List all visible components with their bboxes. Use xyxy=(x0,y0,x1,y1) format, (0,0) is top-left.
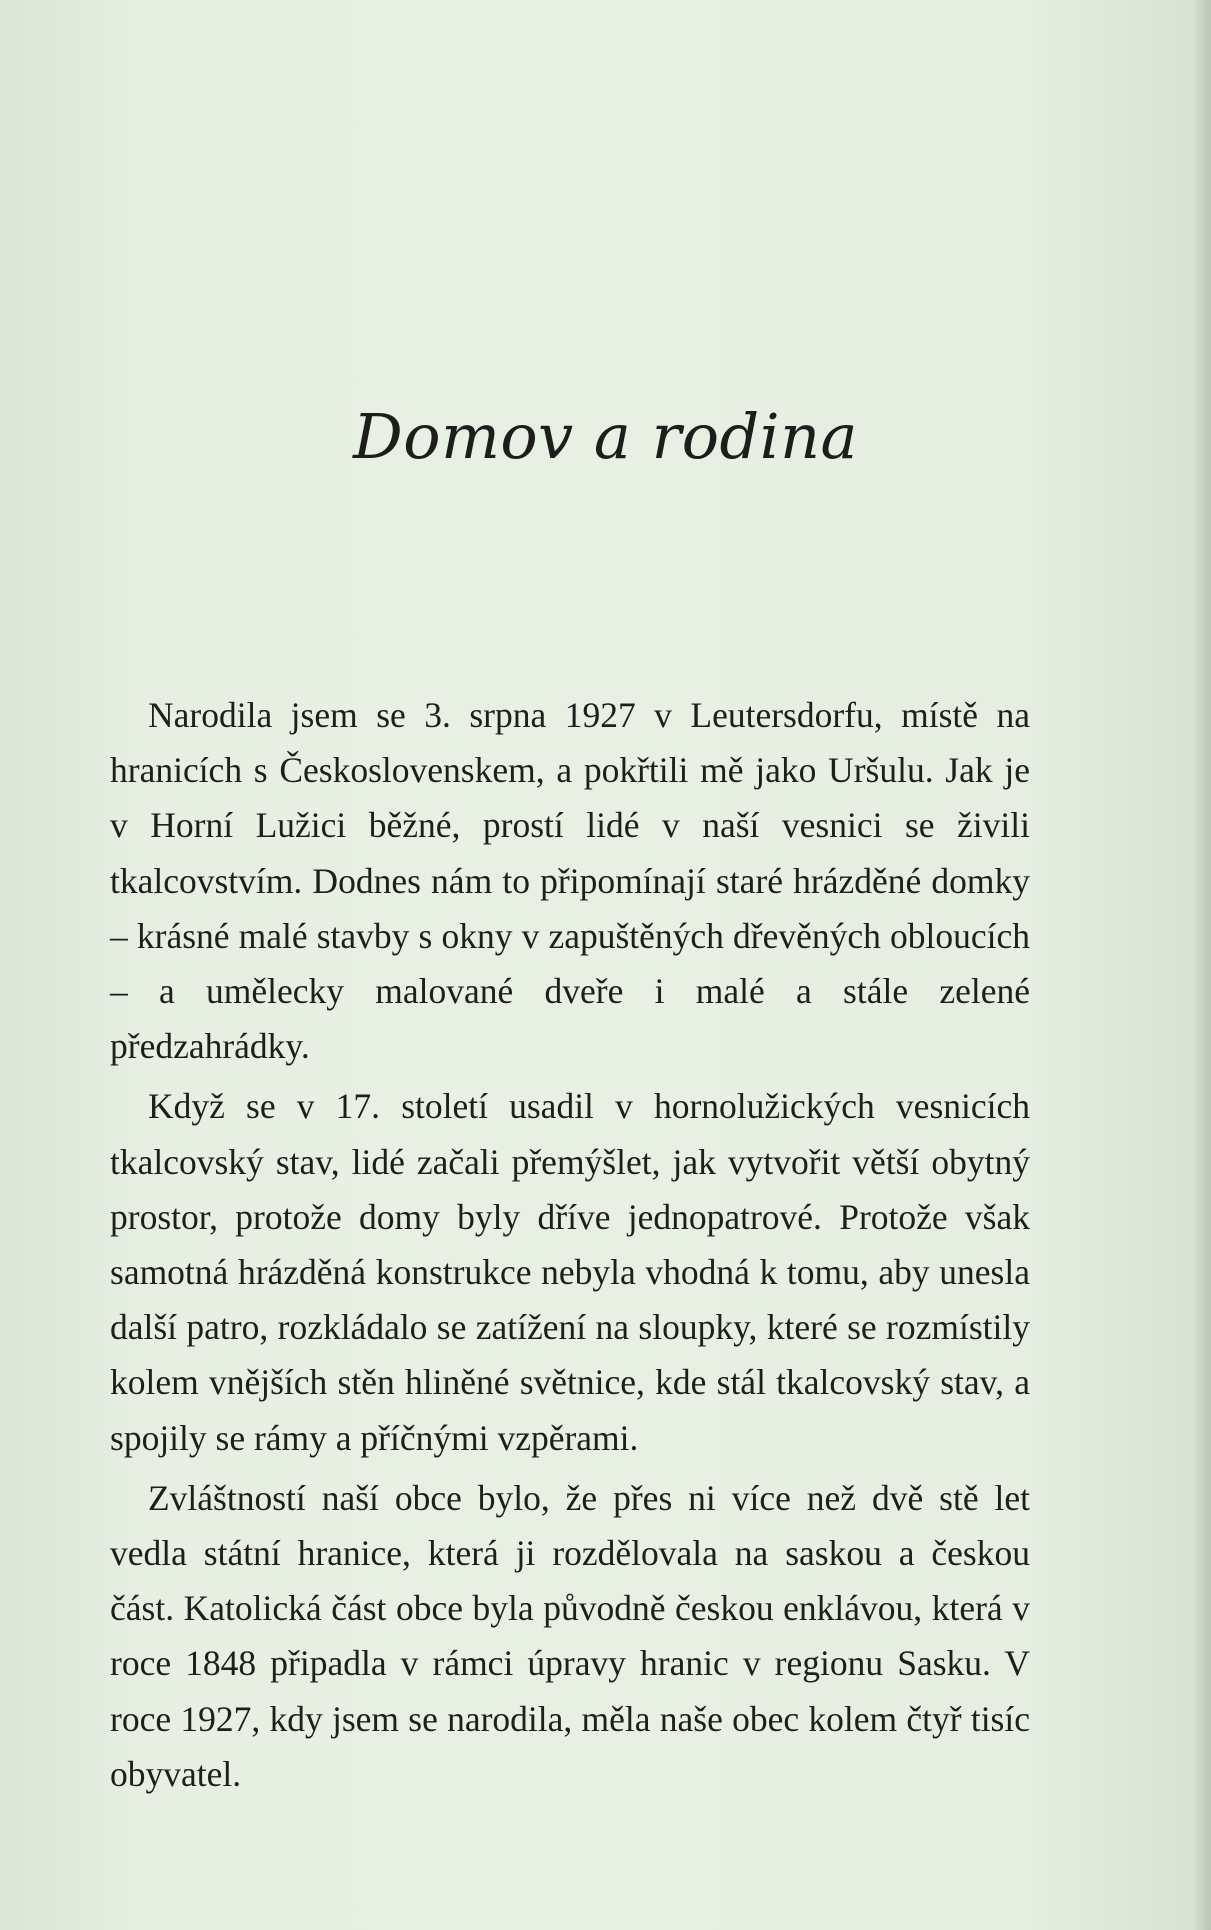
chapter-title: Domov a rodina xyxy=(353,400,858,473)
page-edge-shadow xyxy=(1193,0,1211,1930)
paragraph: Narodila jsem se 3. srpna 1927 v Leutersdorfu, místě na hranicích s Československem, a pokřtili mě jako Uršulu. Jak je v Horní Lužici běžné, prostí lidé v naší vesnici se živili tkalcovstvím. Dodnes nám to připomínají staré hrázděné domky – krásné malé stavby s okny v zapuštěných dřevěných obloucích – a umělecky malované dveře i malé a stále zelené předzahrádky. xyxy=(110,695,1030,1067)
paragraph: Zvláštností naší obce bylo, že přes ni více než dvě stě let vedla státní hranice, která ji rozdělovala na saskou a českou část. Katolická část obce byla původně českou enklávou, která v roce 1848 připadla v rámci úpravy hranic v regionu Sasku. V roce 1927, kdy jsem se narodila, měla naše obec kolem čtyř tisíc obyvatel. xyxy=(110,1477,1030,1794)
body-text xyxy=(110,688,1030,1807)
paragraph: Když se v 17. století usadil v hornolužických vesnicích tkalcovský stav, lidé začali přemýšlet, jak vytvořit větší obytný prostor, protože domy byly dříve jednopatrové. Protože však samotná hrázděná konstrukce nebyla vhodná k tomu, aby unesla další patro, rozkládalo se zatížení na sloupky, které se rozmístily kolem vnějších stěn hliněné světnice, kde stál tkalcovský stav, a spojily se rámy a příčnými vzpěrami. xyxy=(110,1086,1030,1458)
